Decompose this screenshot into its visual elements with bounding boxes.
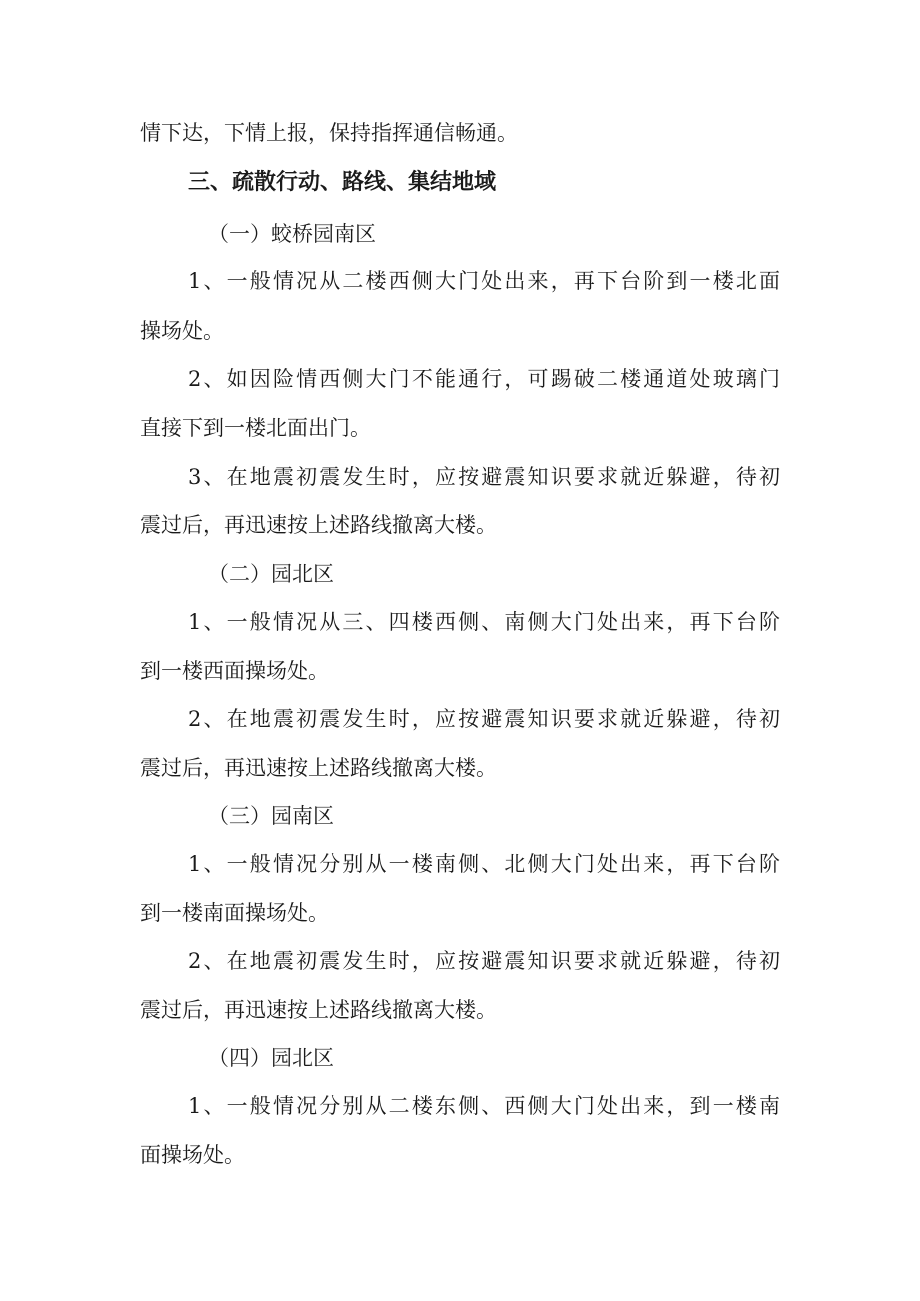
- paragraph-line: 操场处。: [140, 319, 224, 343]
- subsection-heading-1: （一）蛟桥园南区: [208, 222, 376, 246]
- paragraph-line: 到一楼南面操场处。: [140, 901, 329, 925]
- paragraph-line: 直接下到一楼北面出门。: [140, 416, 371, 440]
- paragraph-continuation: 情下达，下情上报，保持指挥通信畅通。: [140, 121, 518, 145]
- paragraph-line: 到一楼西面操场处。: [140, 659, 329, 683]
- paragraph-line: 震过后，再迅速按上述路线撤离大楼。: [140, 756, 497, 780]
- subsection-heading-3: （三）园南区: [208, 804, 334, 828]
- subsection-heading-2: （二）园北区: [208, 562, 334, 586]
- paragraph-line: 2、在地震初震发生时，应按避震知识要求就近躲避，待初: [188, 949, 780, 973]
- paragraph-line: 震过后，再迅速按上述路线撤离大楼。: [140, 513, 497, 537]
- subsection-heading-4: （四）园北区: [208, 1046, 334, 1070]
- paragraph-line: 面操场处。: [140, 1143, 245, 1167]
- paragraph-line: 1、一般情况分别从一楼南侧、北侧大门处出来，再下台阶: [188, 852, 780, 876]
- paragraph-line: 2、如因险情西侧大门不能通行，可踢破二楼通道处玻璃门: [188, 367, 780, 391]
- paragraph-line: 3、在地震初震发生时，应按避震知识要求就近躲避，待初: [188, 465, 780, 489]
- paragraph-line: 1、一般情况从三、四楼西侧、南侧大门处出来，再下台阶: [188, 610, 780, 634]
- paragraph-line: 1、一般情况分别从二楼东侧、西侧大门处出来，到一楼南: [188, 1094, 780, 1118]
- paragraph-line: 震过后，再迅速按上述路线撤离大楼。: [140, 998, 497, 1022]
- paragraph-line: 1、一般情况从二楼西侧大门处出来，再下台阶到一楼北面: [188, 269, 780, 293]
- section-heading: 三、疏散行动、路线、集结地域: [188, 170, 497, 195]
- paragraph-line: 2、在地震初震发生时，应按避震知识要求就近躲避，待初: [188, 707, 780, 731]
